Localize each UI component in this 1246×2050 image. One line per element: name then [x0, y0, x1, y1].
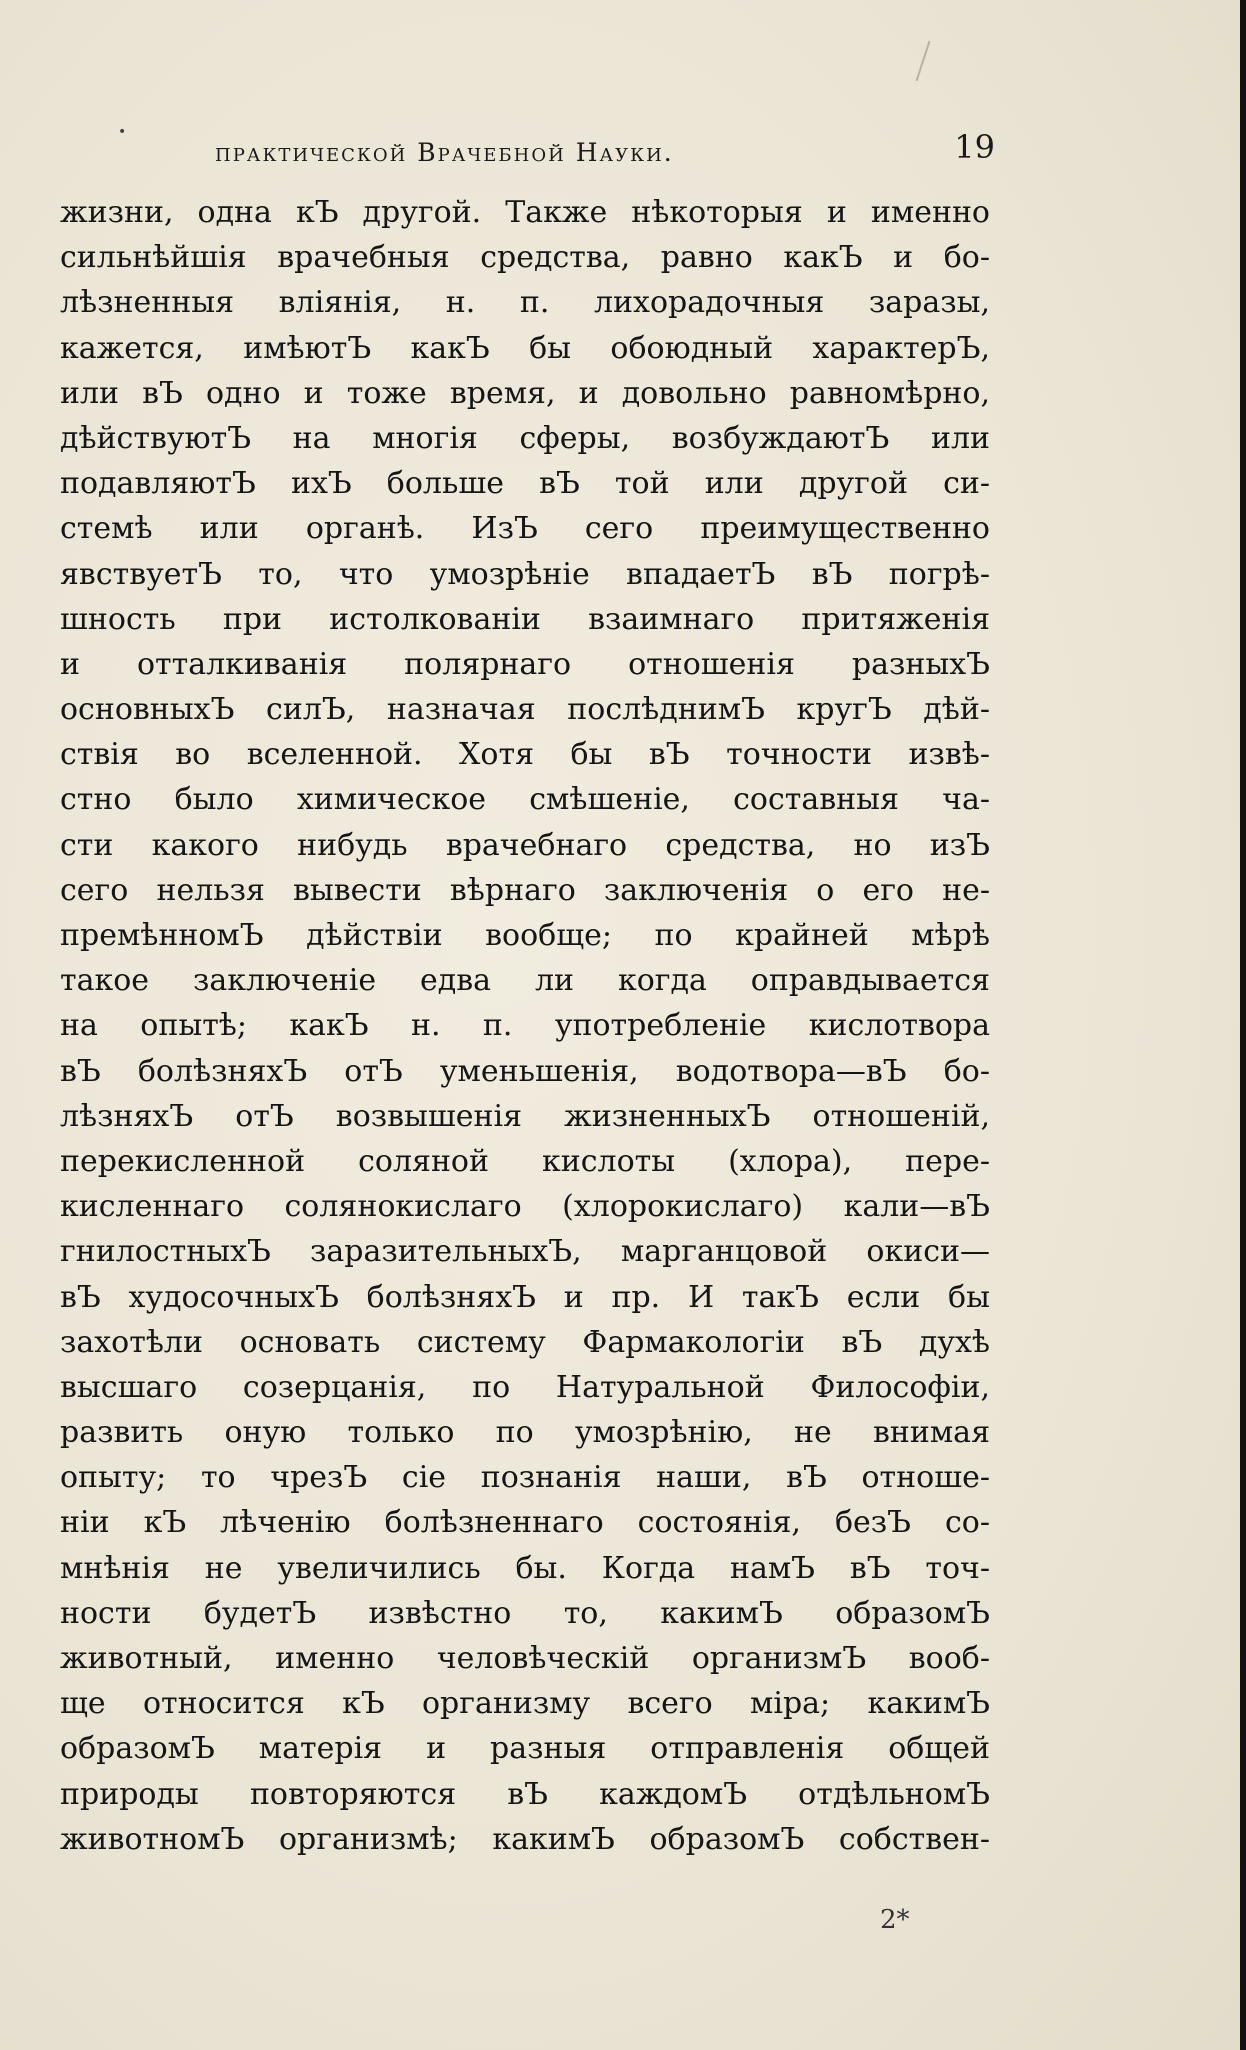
text-line: опыту; то чрезЪ сіе познанія наши, вЪ отноше- [60, 1460, 990, 1496]
page-number: 19 [954, 128, 995, 166]
text-line: стно было химическое смѣшеніе, составныя ча- [60, 782, 990, 818]
text-line: или вЪ одно и тоже время, и довольно равномѣрно, [60, 375, 990, 411]
text-line: кисленнаго солянокислаго (хлорокислаго) кали—вЪ [60, 1189, 990, 1225]
text-line: и отталкиванія полярнаго отношенія разныхЪ [60, 646, 990, 682]
text-line: явствуетЪ то, что умозрѣніе впадаетЪ вЪ погрѣ- [60, 556, 990, 592]
text-line: лѣзненныя вліянія, н. п. лихорадочныя заразы, [60, 285, 990, 321]
text-line: сти какого нибудь врачебнаго средства, но изЪ [60, 827, 990, 863]
text-line: жизни, одна кЪ другой. Также нѣкоторыя и именно [60, 195, 990, 230]
text-line: на опытѣ; какЪ н. п. употребленіе кислотвора [60, 1008, 990, 1044]
text-line: сего нельзя вывести вѣрнаго заключенія о его не- [60, 872, 990, 908]
text-line: высшаго созерцанія, по Натуральной Философіи, [60, 1369, 990, 1405]
text-line: премѣнномЪ дѣйствіи вообще; по крайней мѣрѣ [60, 918, 990, 953]
text-line: ствія во вселенной. Хотя бы вЪ точности извѣ- [60, 737, 990, 773]
text-line: животный, именно человѣческій организмЪ вооб- [60, 1641, 990, 1676]
text-line: развить оную только по умозрѣнію, не внимая [60, 1415, 990, 1451]
text-line: подавляютЪ ихЪ больше вЪ той или другой си- [60, 466, 990, 502]
text-line: ще относится кЪ организму всего міра; какимЪ [60, 1686, 990, 1722]
scan-edge [1240, 0, 1246, 2050]
text-line: такое заключеніе едва ли когда оправдывается [60, 963, 990, 999]
text-line: гнилостныхЪ заразительныхЪ, марганцовой окиси— [60, 1234, 990, 1270]
text-line: захотѣли основать систему Фармакологіи вЪ духѣ [60, 1324, 990, 1360]
text-line: вЪ болѣзняхЪ отЪ уменьшенія, водотвора—вЪ бо- [60, 1053, 990, 1089]
signature-mark: 2* [880, 1905, 910, 1935]
body-text [60, 190, 990, 1862]
text-line: вЪ худосочныхЪ болѣзняхЪ и пр. И такЪ если бы [60, 1279, 990, 1315]
text-line: ніи кЪ лѣченію болѣзненнаго состоянія, безЪ со- [60, 1505, 990, 1541]
running-title: практической Врачебной Науки. [215, 138, 674, 167]
text-line: стемѣ или органѣ. ИзЪ сего преимущественно [60, 511, 990, 547]
ink-speck: • [118, 124, 127, 140]
text-line: животномЪ организмѣ; какимЪ образомЪ собствен- [60, 1821, 990, 1857]
text-line: ности будетЪ извѣстно то, какимЪ образомЪ [60, 1595, 990, 1631]
text-line: мнѣнія не увеличились бы. Когда намЪ вЪ точ- [60, 1550, 990, 1586]
text-line: природы повторяются вЪ каждомЪ отдѣльномЪ [60, 1776, 990, 1812]
text-line: основныхЪ силЪ, назначая послѣднимЪ кругЪ дѣй- [60, 692, 990, 728]
text-line: шность при истолкованіи взаимнаго притяженія [60, 601, 990, 637]
text-line: перекисленной соляной кислоты (хлора), пере- [60, 1143, 990, 1179]
text-line: дѣйствуютЪ на многія сферы, возбуждаютЪ или [60, 420, 990, 456]
page-header [215, 128, 995, 180]
pencil-mark [916, 41, 931, 82]
text-line: сильнѣйшія врачебныя средства, равно какЪ и бо- [60, 240, 990, 276]
text-line: лѣзняхЪ отЪ возвышенія жизненныхЪ отношеній, [60, 1098, 990, 1134]
text-line: образомЪ матерія и разныя отправленія общей [60, 1731, 990, 1767]
text-line: кажется, имѣютЪ какЪ бы обоюдный характерЪ, [60, 330, 990, 366]
